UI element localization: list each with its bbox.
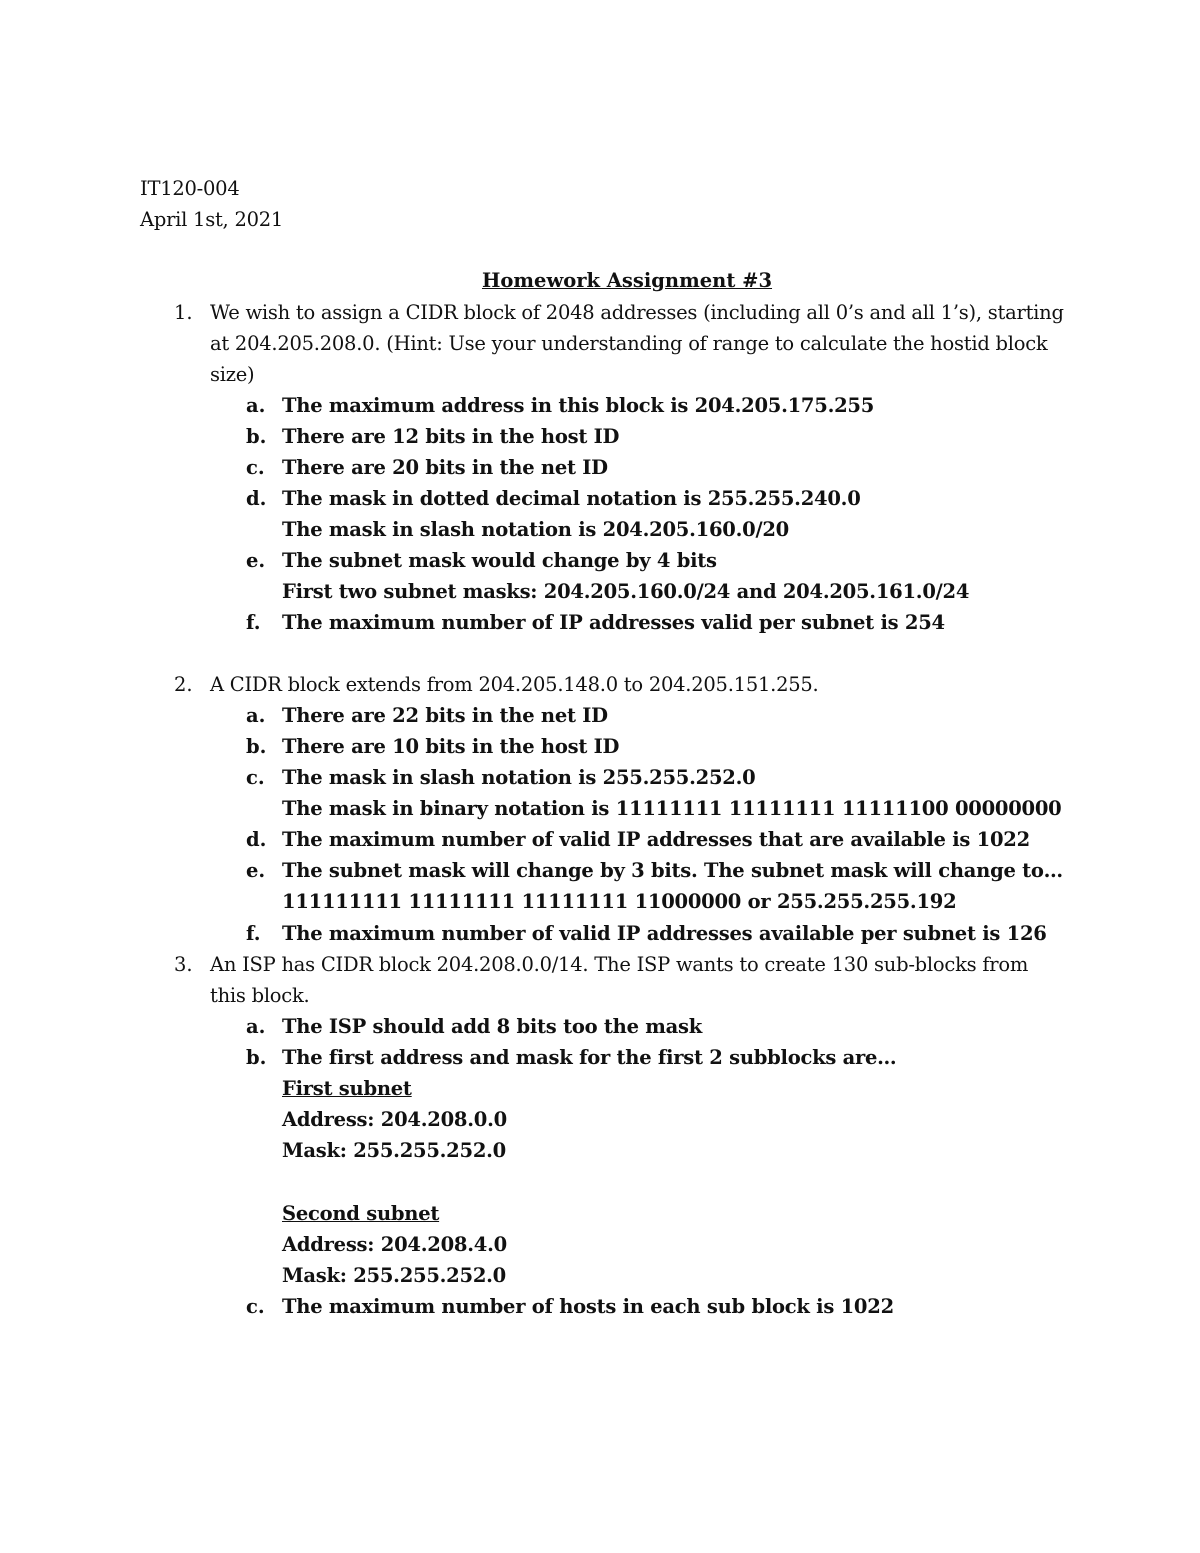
answer-text: The maximum address in this block is 204.205.175.255 xyxy=(282,394,875,417)
answer-label: f. xyxy=(246,922,261,945)
answer-text: There are 20 bits in the net ID xyxy=(282,456,608,479)
subnet-address: Address: 204.208.4.0 xyxy=(282,1233,507,1256)
question-prompt-line: A CIDR block extends from 204.205.148.0 to 204.205.151.255. xyxy=(210,673,819,696)
answer-text: The mask in slash notation is 255.255.252.0 xyxy=(282,766,756,789)
question-prompt-line: An ISP has CIDR block 204.208.0.0/14. The ISP wants to create 130 sub-blocks from xyxy=(210,953,1029,976)
answer-text: The ISP should add 8 bits too the mask xyxy=(282,1015,703,1038)
answer-label: d. xyxy=(246,828,267,851)
answer-text: The mask in binary notation is 11111111 11111111 11111100 00000000 xyxy=(282,797,1062,820)
answer-text: There are 10 bits in the host ID xyxy=(282,735,620,758)
answer-text: The subnet mask would change by 4 bits xyxy=(282,549,717,572)
answer-text: First two subnet masks: 204.205.160.0/24 and 204.205.161.0/24 xyxy=(282,580,970,603)
subnet-heading: Second subnet xyxy=(282,1202,440,1225)
answer-text: The maximum number of valid IP addresses available per subnet is 126 xyxy=(282,922,1047,945)
answer-text: 111111111 11111111 11111111 11000000 or 255.255.255.192 xyxy=(282,890,957,913)
answer-text: The maximum number of IP addresses valid per subnet is 254 xyxy=(282,611,945,634)
page-title: Homework Assignment #3 xyxy=(481,269,773,292)
answer-label: c. xyxy=(246,766,265,789)
answer-label: b. xyxy=(246,425,267,448)
answer-label: e. xyxy=(246,549,266,572)
question-prompt-line: size) xyxy=(210,363,255,386)
answer-label: a. xyxy=(246,394,266,417)
subnet-heading: First subnet xyxy=(282,1077,412,1100)
course-code: IT120-004 xyxy=(140,177,240,200)
answer-label: a. xyxy=(246,1015,266,1038)
answer-text: The first address and mask for the first 2 subblocks are… xyxy=(282,1046,897,1069)
question-number: 2. xyxy=(174,673,193,696)
answer-text: The subnet mask will change by 3 bits. The subnet mask will change to… xyxy=(282,859,1063,882)
subnet-address: Address: 204.208.0.0 xyxy=(282,1108,507,1131)
question-prompt-line: at 204.205.208.0. (Hint: Use your understanding of range to calculate the hostid block xyxy=(210,332,1048,355)
answer-label: c. xyxy=(246,1295,265,1318)
question-number: 1. xyxy=(174,301,193,324)
answer-label: b. xyxy=(246,735,267,758)
answer-text: The mask in dotted decimal notation is 255.255.240.0 xyxy=(282,487,861,510)
assignment-date: April 1st, 2021 xyxy=(140,208,284,231)
answer-label: e. xyxy=(246,859,266,882)
answer-label: c. xyxy=(246,456,265,479)
subnet-mask: Mask: 255.255.252.0 xyxy=(282,1139,506,1162)
answer-label: a. xyxy=(246,704,266,727)
answer-text: The maximum number of hosts in each sub block is 1022 xyxy=(282,1295,894,1318)
answer-text: There are 22 bits in the net ID xyxy=(282,704,608,727)
answer-label: f. xyxy=(246,611,261,634)
answer-text: The mask in slash notation is 204.205.160.0/20 xyxy=(282,518,789,541)
answer-text: The maximum number of valid IP addresses that are available is 1022 xyxy=(282,828,1030,851)
question-prompt-line: this block. xyxy=(210,984,310,1007)
question-number: 3. xyxy=(174,953,193,976)
subnet-mask: Mask: 255.255.252.0 xyxy=(282,1264,506,1287)
answer-text: There are 12 bits in the host ID xyxy=(282,425,620,448)
answer-label: b. xyxy=(246,1046,267,1069)
answer-label: d. xyxy=(246,487,267,510)
question-prompt-line: We wish to assign a CIDR block of 2048 addresses (including all 0’s and all 1’s), starting xyxy=(210,301,1064,324)
